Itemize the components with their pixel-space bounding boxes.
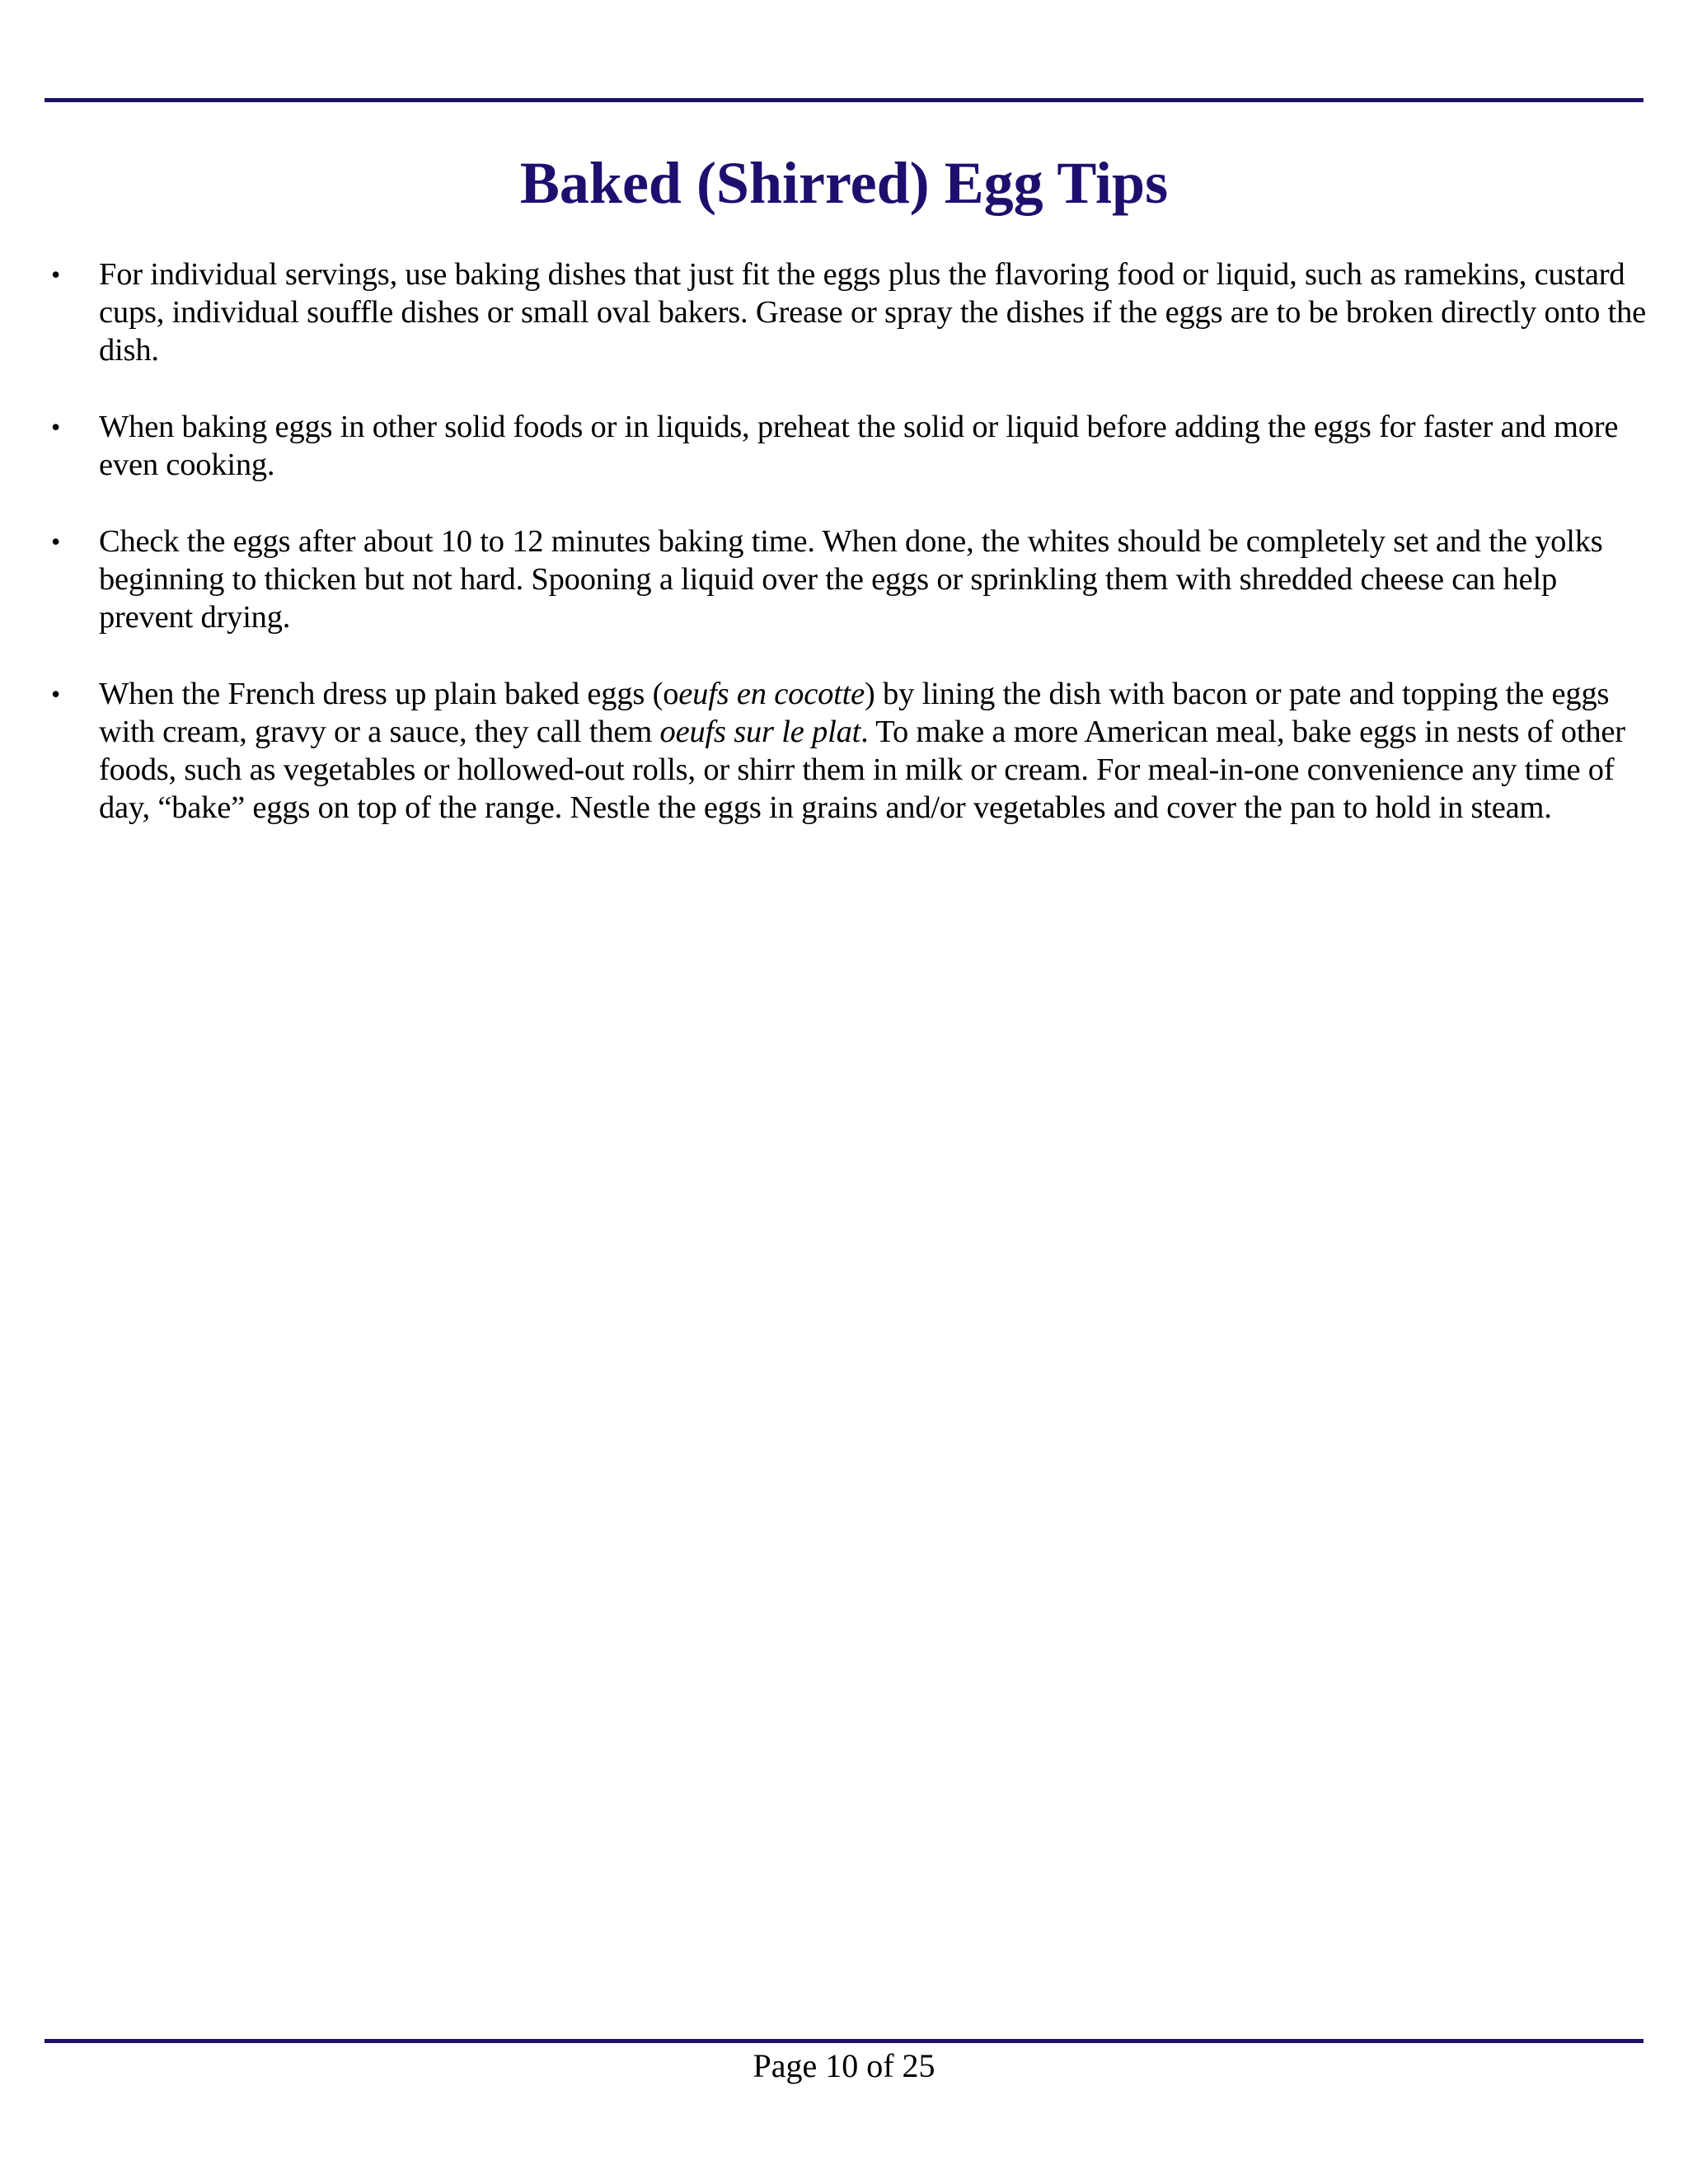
tip-text-segment: ) by lining the dish with bacon or pate and topping the eggs with cream, gravy or a sauce, they call them bbox=[99, 677, 1610, 749]
tip-text-italic-segment: oeufs sur le plat bbox=[659, 715, 861, 749]
tip-item bbox=[0, 523, 1688, 636]
page-title: Baked (Shirred) Egg Tips bbox=[519, 150, 1169, 216]
tip-item bbox=[0, 675, 1688, 827]
tips-list bbox=[0, 255, 1688, 865]
tip-text: Check the eggs after about 10 to 12 minutes baking time. When done, the whites should be completely set and the yolks beginning to thicken but not hard. Spooning a liquid over the eggs or sprinkling them with shredded cheese can help prevent drying. bbox=[99, 524, 1603, 635]
header-rule bbox=[45, 98, 1643, 102]
page-number: Page 10 of 25 bbox=[753, 2047, 935, 2084]
tip-text: For individual servings, use baking dishes that just fit the eggs plus the flavoring food or liquid, such as ramekins, custard cups, individual souffle dishes or small oval bakers. Grease or spray the dishes if the eggs are to be broken directly onto the dish. bbox=[99, 257, 1647, 368]
tip-text-segment: When the French dress up plain baked eggs (o bbox=[99, 677, 679, 711]
tip-text-segment: . To make a more American meal, bake eggs in nests of other foods, such as vegetables or hollowed-out rolls, or shirr them in milk or cream. For meal-in-one convenience any time of day, “bake” eggs on top of the range. Nestle the eggs in grains and/or vegetables and cover the pan to hold in steam. bbox=[99, 715, 1625, 825]
tip-item bbox=[0, 255, 1688, 369]
bullet-icon: • bbox=[51, 412, 61, 442]
tip-text-italic-segment: eufs en cocotte bbox=[678, 677, 865, 711]
tip-text bbox=[99, 675, 1655, 827]
bullet-icon: • bbox=[51, 260, 61, 289]
bullet-icon: • bbox=[51, 527, 61, 556]
bullet-icon: • bbox=[51, 679, 61, 709]
tip-text: When baking eggs in other solid foods or in liquids, preheat the solid or liquid before adding the eggs for faster and more even cooking. bbox=[99, 410, 1619, 482]
tip-item bbox=[0, 408, 1688, 484]
